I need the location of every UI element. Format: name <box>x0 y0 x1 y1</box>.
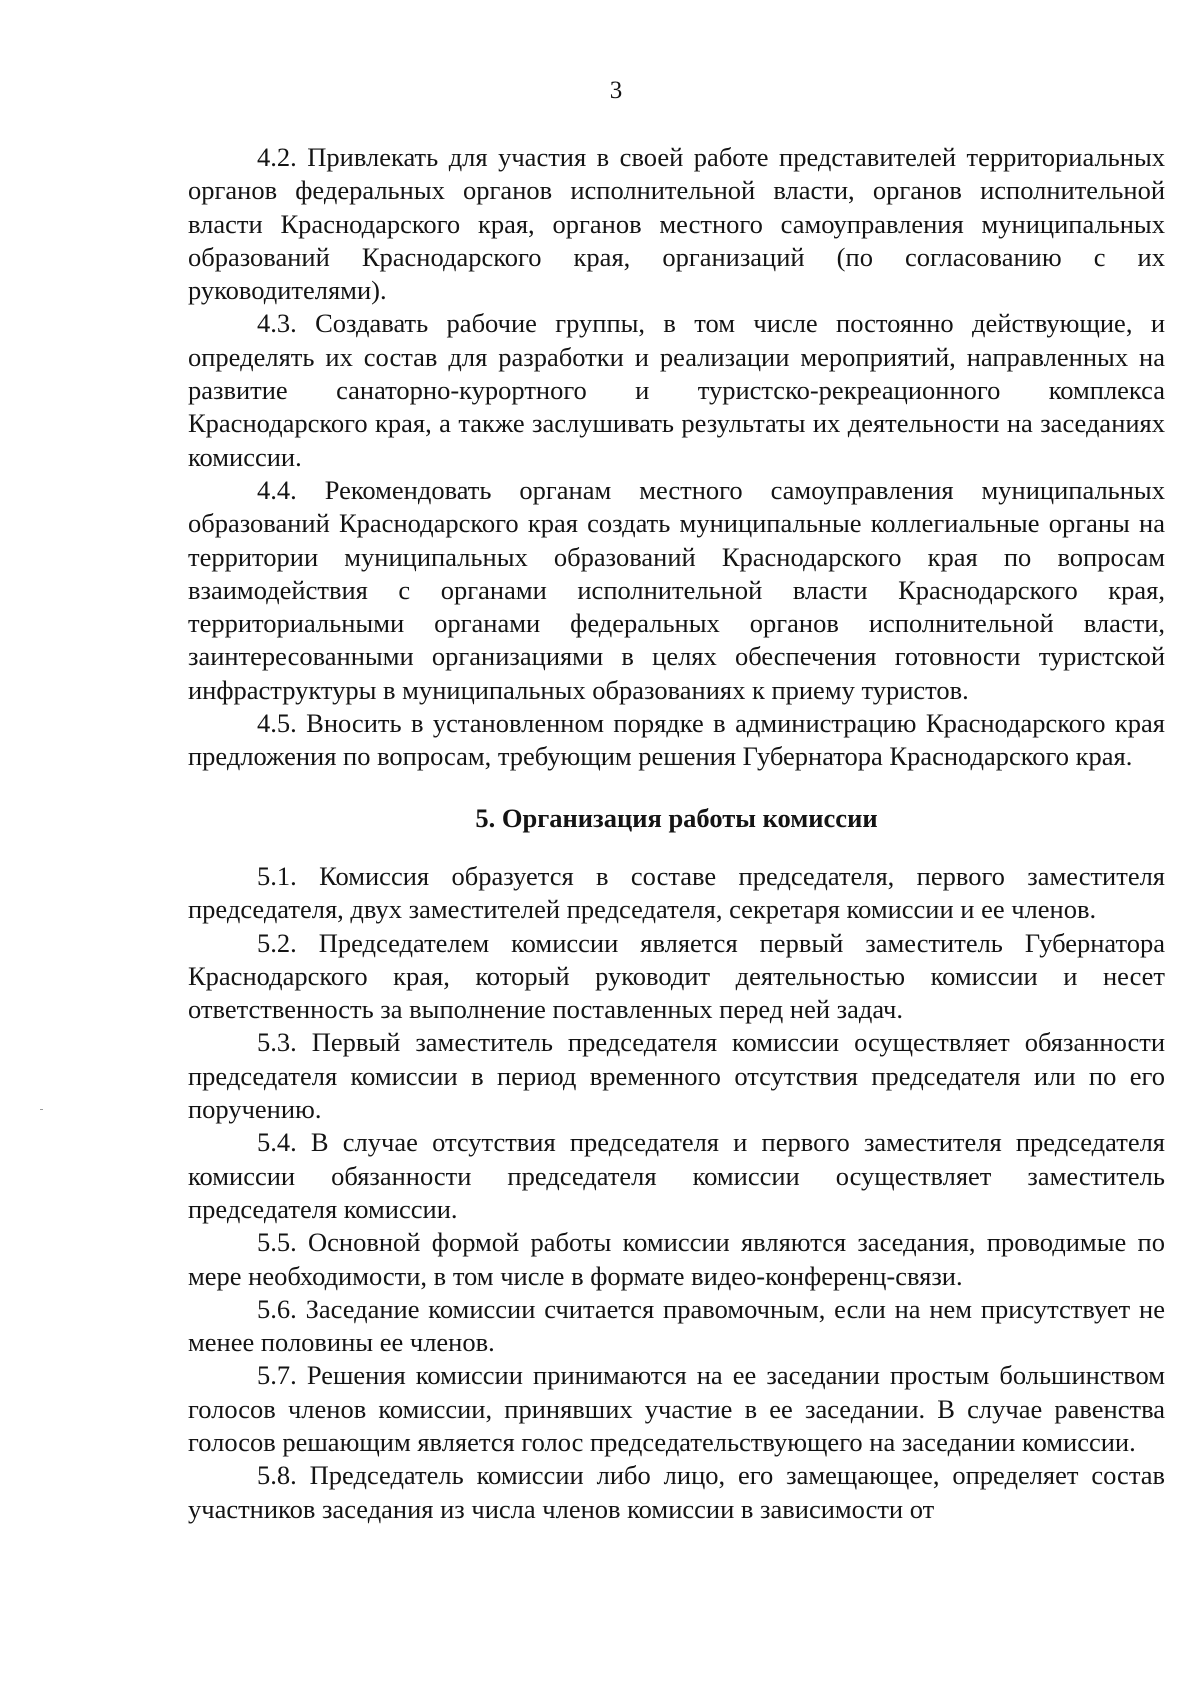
scan-speck <box>40 1109 43 1110</box>
section-title: 5. Организация работы комиссии <box>475 802 878 833</box>
paragraph-5-3: 5.3. Первый заместитель председателя комиссии осуществляет обязанности председателя комиссии в период временного отсутствия председателя или по его поручению. <box>188 1027 1165 1125</box>
page-number: 3 <box>609 77 623 104</box>
paragraph-5-4: 5.4. В случае отсутствия председателя и первого заместителя председателя комиссии обязанности председателя комиссии осуществляет заместитель председателя комиссии. <box>188 1127 1165 1224</box>
paragraph-5-5: 5.5. Основной формой работы комиссии являются заседания, проводимые по мере необходимости, в том числе в формате видео-конференц-связи. <box>188 1227 1165 1291</box>
paragraph-5-7: 5.7. Решения комиссии принимаются на ее заседании простым большинством голосов членов комиссии, принявших участие в ее заседании. В случае равенства голосов решающим является голос председательствующего на заседании комиссии. <box>188 1360 1165 1457</box>
paragraph-4-4: 4.4. Рекомендовать органам местного самоуправления муниципальных образований Краснодарского края создать муниципальные коллегиальные органы на территории муниципальных образований Краснодарского края по вопросам взаимодействия с органами исполнительной власти Краснодарского края, территориальными органами федеральных органов исполнительной власти, заинтересованными организациями в целях обеспечения готовности туристской инфраструктуры в муниципальных образованиях к приему туристов. <box>188 474 1165 705</box>
paragraph-5-6: 5.6. Заседание комиссии считается правомочным, если на нем присутствует не менее половины ее членов. <box>188 1293 1165 1358</box>
paragraph-5-1: 5.1. Комиссия образуется в составе председателя, первого заместителя председателя, двух заместителей председателя, секретаря комиссии и ее членов. <box>188 860 1165 925</box>
paragraph-5-8: 5.8. Председатель комиссии либо лицо, его замещающее, определяет состав участников заседания из числа членов комиссии в зависимости от <box>188 1460 1165 1524</box>
paragraph-4-2: 4.2. Привлекать для участия в своей работе представителей территориальных органов федеральных органов исполнительной власти, органов исполнительной власти Краснодарского края, органов местного самоуправления муниципальных образований Краснодарского края, организаций (по согласованию с их руководителями). <box>188 142 1165 306</box>
paragraph-4-3: 4.3. Создавать рабочие группы, в том числе постоянно действующие, и определять их состав для разработки и реализации мероприятий, направленных на развитие санаторно-курортного и туристско-рекреационного комплекса Краснодарского края, а также заслушивать результаты их деятельности на заседаниях комиссии. <box>188 308 1165 472</box>
document-body <box>188 141 1165 1526</box>
paragraph-4-5: 4.5. Вносить в установленном порядке в администрацию Краснодарского края предложения по вопросам, требующим решения Губернатора Краснодарского края. <box>188 708 1165 772</box>
paragraph-5-2: 5.2. Председателем комиссии является первый заместитель Губернатора Краснодарского края, который руководит деятельностью комиссии и несет ответственность за выполнение поставленных перед ней задач. <box>188 927 1165 1025</box>
